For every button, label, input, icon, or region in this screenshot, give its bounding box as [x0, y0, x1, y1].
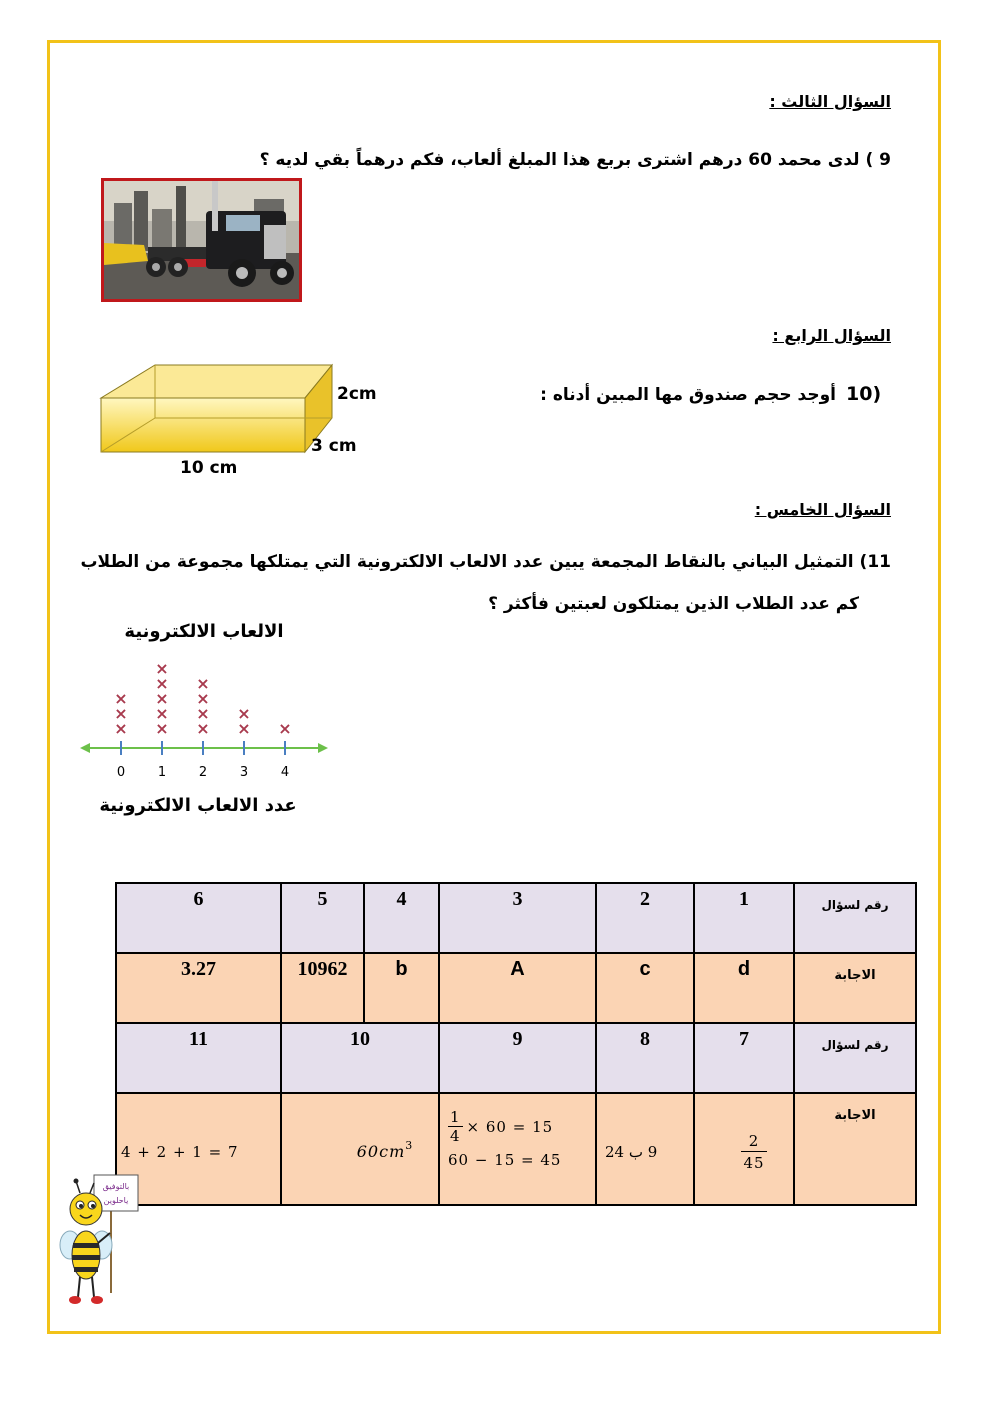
question-number-cell: 6 [116, 883, 281, 953]
chart-x-axis-label: عدد الالعاب الالكترونية [99, 795, 297, 816]
axis-tick-label: 4 [280, 765, 290, 780]
answer-cell-5: 10962 [281, 953, 364, 1023]
answer-cell-1: d [694, 953, 794, 1023]
dot-plot-chart [78, 615, 338, 820]
question-number-cell: 1 [694, 883, 794, 953]
answer-9-line1 [448, 1108, 592, 1145]
heading-third-question: السؤال الثالث : [769, 92, 891, 111]
question-number-cell: 2 [596, 883, 694, 953]
axis-tick-label: 0 [116, 765, 126, 780]
answer-7-numerator: 2 [741, 1131, 768, 1152]
answer-7-denominator: 45 [743, 1153, 765, 1172]
answer-cell-7 [694, 1093, 794, 1205]
axis-arrow-left [80, 743, 90, 753]
data-point-marker: × [114, 689, 128, 708]
answer-11-expression: 4 + 2 + 1 = 7 [121, 1142, 239, 1161]
box-top-face [101, 365, 332, 398]
question-number-label: رقم لسؤال [794, 883, 916, 953]
answer-cell-2: c [596, 953, 694, 1023]
data-point-marker: × [237, 719, 251, 738]
axis-tick-label: 2 [198, 765, 208, 780]
box-height-label: 2cm [337, 384, 377, 404]
question-number-cell: 5 [281, 883, 364, 953]
answer-10-base: 60cm [356, 1141, 406, 1161]
heading-fourth-question: السؤال الرابع : [772, 326, 891, 345]
axis-tick-label: 1 [157, 765, 167, 780]
answer-cell-4: b [364, 953, 439, 1023]
answer-7-fraction [741, 1131, 768, 1174]
data-point-marker: × [196, 719, 210, 738]
question-10-number: 10) [846, 383, 882, 405]
table-row [116, 1023, 916, 1093]
data-point-marker: × [278, 719, 292, 738]
table-row [116, 1093, 916, 1205]
question-number-cell: 8 [596, 1023, 694, 1093]
answer-9-line1-rest: × 60 = 15 [466, 1117, 554, 1136]
data-point-marker: × [155, 689, 169, 708]
data-point-marker: × [114, 719, 128, 738]
data-point-marker: × [196, 674, 210, 693]
answer-10-exponent: 3 [405, 1139, 414, 1153]
mascot-sign-line2: ياحلوين [103, 1196, 129, 1205]
truck-toy-picture [101, 178, 302, 302]
truck-illustration [104, 181, 299, 299]
question-number-cell: 10 [281, 1023, 439, 1093]
answer-table [115, 882, 917, 1206]
answer-9-numerator: 1 [450, 1108, 461, 1126]
question-11-text-line2: كم عدد الطلاب الذين يمتلكون لعبتين فأكثر ؟ [488, 594, 859, 614]
data-point-marker: × [237, 704, 251, 723]
box-front-face [101, 398, 305, 452]
answer-cell-9 [439, 1093, 596, 1205]
answer-cell-8 [596, 1093, 694, 1205]
heading-fifth-question: السؤال الخامس : [754, 500, 891, 519]
answer-9-line2: 60 − 15 = 45 [448, 1151, 562, 1169]
question-number-cell: 3 [439, 883, 596, 953]
answer-cell-3: A [439, 953, 596, 1023]
question-9-text: 9 ) لدى محمد 60 درهم اشترى بربع هذا المبلغ ألعاب، فكم درهماً بقي لديه ؟ [259, 150, 891, 170]
mascot-sign-line1: بالتوفيق [102, 1182, 130, 1191]
answer-label: الاجابة [794, 953, 916, 1023]
box-diagram [95, 360, 395, 480]
answer-cell-10 [281, 1093, 439, 1205]
box-length-label: 10 cm [180, 458, 238, 478]
question-number-cell: 9 [439, 1023, 596, 1093]
data-point-marker: × [155, 674, 169, 693]
question-10-text: أوجد حجم صندوق مها المبين أدناه : [540, 385, 836, 405]
chart-title: الالعاب الالكترونية [124, 621, 284, 642]
answer-9-fraction [448, 1108, 463, 1145]
axis-tick-label: 3 [239, 765, 249, 780]
data-point-marker: × [155, 659, 169, 678]
question-number-label: رقم لسؤال [794, 1023, 916, 1093]
bee-mascot [58, 1173, 148, 1313]
axis-arrow-right [318, 743, 328, 753]
question-number-cell: 7 [694, 1023, 794, 1093]
box-depth-label: 3 cm [311, 436, 357, 456]
data-point-marker: × [155, 704, 169, 723]
data-point-marker: × [196, 704, 210, 723]
question-number-cell: 11 [116, 1023, 281, 1093]
mascot-head [70, 1193, 102, 1225]
answer-9-denominator: 4 [450, 1127, 461, 1145]
question-11-text-line1: 11) التمثيل البياني بالنقاط المجمعة يبين عدد الالعاب الالكترونية التي يمتلكها مجموعة من الطلاب [80, 552, 891, 572]
data-point-marker: × [196, 689, 210, 708]
data-point-marker: × [114, 704, 128, 723]
table-row [116, 953, 916, 1023]
answer-cell-6: 3.27 [116, 953, 281, 1023]
answer-label: الاجابة [794, 1093, 916, 1205]
answer-8-text: 9 ب 24 [605, 1142, 658, 1161]
table-row [116, 883, 916, 953]
data-point-marker: × [155, 719, 169, 738]
question-number-cell: 4 [364, 883, 439, 953]
